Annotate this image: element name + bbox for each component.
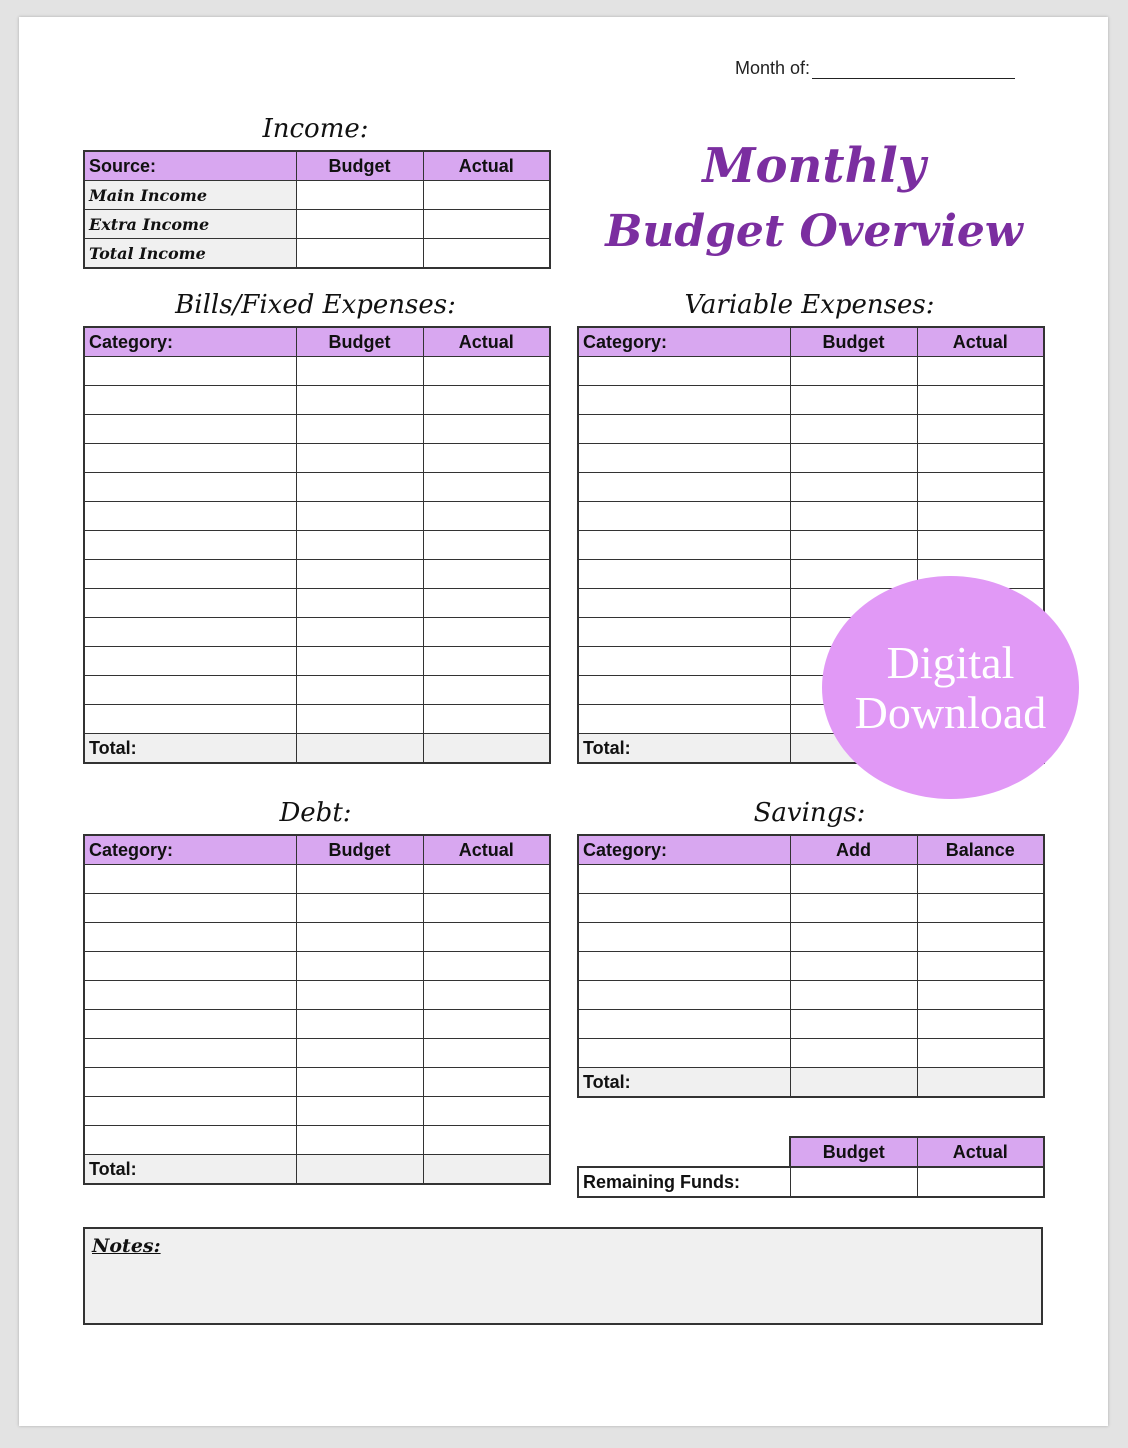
bills-cell[interactable] — [423, 444, 550, 473]
debt-cell[interactable] — [296, 1010, 423, 1039]
income-col-budget: Budget — [296, 151, 423, 181]
variable-col-budget: Budget — [790, 327, 917, 357]
savings-cell[interactable] — [917, 1039, 1044, 1068]
savings-cell[interactable] — [578, 952, 790, 981]
debt-cell[interactable] — [84, 894, 296, 923]
bills-cell[interactable] — [296, 415, 423, 444]
remaining-budget-cell[interactable] — [790, 1167, 917, 1197]
remaining-col-actual: Actual — [917, 1137, 1044, 1167]
debt-col-budget: Budget — [296, 835, 423, 865]
bills-cell[interactable] — [296, 676, 423, 705]
savings-heading: Savings: — [753, 798, 866, 828]
debt-row — [84, 952, 550, 981]
variable-cell[interactable] — [917, 502, 1044, 531]
variable-cell[interactable] — [917, 386, 1044, 415]
income-actual-cell[interactable] — [423, 239, 550, 269]
bills-cell[interactable] — [296, 473, 423, 502]
variable-cell[interactable] — [578, 386, 790, 415]
debt-cell[interactable] — [84, 952, 296, 981]
bills-row — [84, 647, 550, 676]
title-budget-overview: Budget Overview — [605, 206, 1023, 257]
variable-cell[interactable] — [578, 618, 790, 647]
debt-cell[interactable] — [423, 894, 550, 923]
bills-cell[interactable] — [423, 618, 550, 647]
savings-cell[interactable] — [578, 1039, 790, 1068]
debt-cell[interactable] — [423, 923, 550, 952]
savings-row — [578, 894, 1044, 923]
debt-cell[interactable] — [296, 1097, 423, 1126]
variable-row — [578, 415, 1044, 444]
bills-cell[interactable] — [84, 502, 296, 531]
variable-cell[interactable] — [790, 560, 917, 589]
bills-row — [84, 705, 550, 734]
debt-cell[interactable] — [84, 1010, 296, 1039]
month-of-label: Month of: — [735, 58, 811, 78]
debt-cell[interactable] — [423, 952, 550, 981]
savings-cell[interactable] — [790, 952, 917, 981]
debt-heading: Debt: — [279, 798, 352, 828]
savings-cell[interactable] — [917, 923, 1044, 952]
bills-cell[interactable] — [296, 531, 423, 560]
variable-row — [578, 357, 1044, 386]
savings-cell[interactable] — [917, 894, 1044, 923]
variable-cell[interactable] — [790, 386, 917, 415]
bills-row — [84, 618, 550, 647]
variable-col-actual: Actual — [917, 327, 1044, 357]
bills-cell[interactable] — [296, 589, 423, 618]
savings-row — [578, 1010, 1044, 1039]
debt-row — [84, 865, 550, 894]
variable-cell[interactable] — [917, 531, 1044, 560]
income-row-label: Main Income — [84, 181, 296, 210]
bills-cell[interactable] — [296, 444, 423, 473]
bills-cell[interactable] — [84, 618, 296, 647]
savings-col-add: Add — [790, 835, 917, 865]
variable-heading: Variable Expenses: — [684, 290, 935, 320]
bills-cell[interactable] — [84, 589, 296, 618]
savings-total-balance[interactable] — [917, 1068, 1044, 1098]
bills-cell[interactable] — [84, 386, 296, 415]
debt-row — [84, 1126, 550, 1155]
bills-cell[interactable] — [84, 444, 296, 473]
debt-col-category: Category: — [84, 835, 296, 865]
debt-cell[interactable] — [84, 923, 296, 952]
savings-row — [578, 981, 1044, 1010]
debt-cell[interactable] — [423, 981, 550, 1010]
debt-cell[interactable] — [296, 981, 423, 1010]
debt-cell[interactable] — [84, 1068, 296, 1097]
remaining-col-budget: Budget — [790, 1137, 917, 1167]
income-actual-cell[interactable] — [423, 181, 550, 210]
bills-cell[interactable] — [84, 647, 296, 676]
variable-cell[interactable] — [917, 415, 1044, 444]
debt-cell[interactable] — [296, 1068, 423, 1097]
notes-box[interactable] — [83, 1227, 1043, 1325]
variable-cell[interactable] — [917, 473, 1044, 502]
bills-cell[interactable] — [423, 560, 550, 589]
bills-cell[interactable] — [423, 531, 550, 560]
bills-cell[interactable] — [423, 502, 550, 531]
income-col-actual: Actual — [423, 151, 550, 181]
debt-total-label: Total: — [84, 1155, 296, 1185]
variable-col-category: Category: — [578, 327, 790, 357]
variable-cell[interactable] — [917, 357, 1044, 386]
variable-cell[interactable] — [790, 357, 917, 386]
savings-cell[interactable] — [578, 865, 790, 894]
remaining-funds-row — [577, 1166, 1045, 1198]
debt-cell[interactable] — [296, 1039, 423, 1068]
bills-cell[interactable] — [296, 560, 423, 589]
bills-cell[interactable] — [296, 502, 423, 531]
debt-row — [84, 981, 550, 1010]
variable-row — [578, 531, 1044, 560]
debt-total-actual[interactable] — [423, 1155, 550, 1185]
debt-cell[interactable] — [423, 1039, 550, 1068]
savings-row — [578, 865, 1044, 894]
bills-table — [83, 326, 551, 764]
debt-cell[interactable] — [423, 1126, 550, 1155]
bills-cell[interactable] — [296, 705, 423, 734]
month-of-field[interactable] — [735, 58, 1015, 79]
income-heading: Income: — [262, 114, 369, 144]
savings-cell[interactable] — [578, 1010, 790, 1039]
variable-cell[interactable] — [917, 444, 1044, 473]
variable-total-label: Total: — [578, 734, 790, 764]
debt-cell[interactable] — [296, 952, 423, 981]
bills-cell[interactable] — [296, 618, 423, 647]
variable-cell[interactable] — [790, 415, 917, 444]
debt-col-actual: Actual — [423, 835, 550, 865]
variable-cell[interactable] — [578, 647, 790, 676]
savings-col-balance: Balance — [917, 835, 1044, 865]
variable-cell[interactable] — [790, 502, 917, 531]
bills-row — [84, 502, 550, 531]
savings-total-label: Total: — [578, 1068, 790, 1098]
bills-total-budget[interactable] — [296, 734, 423, 764]
bills-row — [84, 473, 550, 502]
bills-cell[interactable] — [84, 357, 296, 386]
debt-row — [84, 923, 550, 952]
bills-cell[interactable] — [84, 560, 296, 589]
variable-row — [578, 473, 1044, 502]
debt-cell[interactable] — [84, 981, 296, 1010]
savings-total-add[interactable] — [790, 1068, 917, 1098]
bills-row — [84, 589, 550, 618]
savings-cell[interactable] — [917, 865, 1044, 894]
bills-row — [84, 444, 550, 473]
bills-col-category: Category: — [84, 327, 296, 357]
income-row-label: Total Income — [84, 239, 296, 269]
bills-cell[interactable] — [296, 386, 423, 415]
bills-heading: Bills/Fixed Expenses: — [175, 290, 456, 320]
bills-row — [84, 676, 550, 705]
bills-total-actual[interactable] — [423, 734, 550, 764]
savings-col-category: Category: — [578, 835, 790, 865]
debt-total-budget[interactable] — [296, 1155, 423, 1185]
bills-row — [84, 386, 550, 415]
variable-cell[interactable] — [578, 444, 790, 473]
savings-cell[interactable] — [917, 952, 1044, 981]
income-actual-cell[interactable] — [423, 210, 550, 239]
bills-cell[interactable] — [296, 357, 423, 386]
bills-cell[interactable] — [84, 415, 296, 444]
badge-line2: Download — [854, 686, 1047, 738]
variable-cell[interactable] — [790, 531, 917, 560]
income-budget-cell[interactable] — [296, 210, 423, 239]
variable-cell[interactable] — [578, 589, 790, 618]
savings-cell[interactable] — [917, 1010, 1044, 1039]
bills-cell[interactable] — [423, 386, 550, 415]
income-budget-cell[interactable] — [296, 181, 423, 210]
debt-cell[interactable] — [423, 865, 550, 894]
savings-cell[interactable] — [790, 865, 917, 894]
badge-line1: Digital — [886, 636, 1015, 688]
savings-cell[interactable] — [790, 894, 917, 923]
bills-cell[interactable] — [84, 531, 296, 560]
title-monthly: Monthly — [702, 138, 926, 194]
income-table — [83, 150, 551, 269]
savings-row — [578, 1039, 1044, 1068]
bills-row — [84, 560, 550, 589]
savings-table — [577, 834, 1045, 1098]
variable-cell[interactable] — [578, 531, 790, 560]
variable-cell[interactable] — [578, 705, 790, 734]
debt-cell[interactable] — [84, 865, 296, 894]
debt-cell[interactable] — [423, 1068, 550, 1097]
variable-cell[interactable] — [790, 444, 917, 473]
bills-cell[interactable] — [296, 647, 423, 676]
bills-cell[interactable] — [423, 705, 550, 734]
debt-row — [84, 894, 550, 923]
income-budget-cell[interactable] — [296, 239, 423, 269]
savings-row — [578, 923, 1044, 952]
bills-cell[interactable] — [423, 473, 550, 502]
debt-cell[interactable] — [296, 894, 423, 923]
variable-cell[interactable] — [790, 473, 917, 502]
bills-row — [84, 531, 550, 560]
savings-row — [578, 952, 1044, 981]
debt-cell[interactable] — [296, 865, 423, 894]
bills-cell[interactable] — [423, 676, 550, 705]
debt-cell[interactable] — [296, 1126, 423, 1155]
digital-download-badge — [822, 576, 1079, 799]
bills-row — [84, 415, 550, 444]
income-row-label: Extra Income — [84, 210, 296, 239]
bills-cell[interactable] — [423, 415, 550, 444]
notes-label: Notes: — [92, 1235, 161, 1257]
remaining-funds-label: Remaining Funds: — [578, 1167, 790, 1197]
income-col-source: Source: — [84, 151, 296, 181]
bills-col-actual: Actual — [423, 327, 550, 357]
variable-cell[interactable] — [578, 415, 790, 444]
variable-row — [578, 502, 1044, 531]
bills-cell[interactable] — [423, 589, 550, 618]
bills-cell[interactable] — [84, 676, 296, 705]
variable-cell[interactable] — [578, 676, 790, 705]
bills-cell[interactable] — [423, 357, 550, 386]
savings-cell[interactable] — [578, 894, 790, 923]
variable-cell[interactable] — [578, 357, 790, 386]
debt-cell[interactable] — [296, 923, 423, 952]
remaining-funds-header — [789, 1136, 1045, 1168]
bills-cell[interactable] — [84, 473, 296, 502]
savings-cell[interactable] — [790, 923, 917, 952]
variable-cell[interactable] — [578, 560, 790, 589]
variable-row — [578, 386, 1044, 415]
bills-cell[interactable] — [84, 705, 296, 734]
bills-total-label: Total: — [84, 734, 296, 764]
debt-cell[interactable] — [84, 1126, 296, 1155]
bills-cell[interactable] — [423, 647, 550, 676]
bills-col-budget: Budget — [296, 327, 423, 357]
debt-row — [84, 1039, 550, 1068]
savings-cell[interactable] — [917, 981, 1044, 1010]
month-of-line — [812, 62, 1015, 79]
debt-row — [84, 1097, 550, 1126]
debt-cell[interactable] — [423, 1010, 550, 1039]
debt-row — [84, 1068, 550, 1097]
savings-cell[interactable] — [790, 1010, 917, 1039]
variable-cell[interactable] — [578, 502, 790, 531]
savings-cell[interactable] — [790, 1039, 917, 1068]
remaining-actual-cell[interactable] — [917, 1167, 1044, 1197]
bills-row — [84, 357, 550, 386]
variable-row — [578, 444, 1044, 473]
savings-cell[interactable] — [578, 923, 790, 952]
savings-cell[interactable] — [790, 981, 917, 1010]
debt-cell[interactable] — [423, 1097, 550, 1126]
debt-cell[interactable] — [84, 1097, 296, 1126]
debt-table — [83, 834, 551, 1185]
debt-row — [84, 1010, 550, 1039]
variable-cell[interactable] — [578, 473, 790, 502]
savings-cell[interactable] — [578, 981, 790, 1010]
debt-cell[interactable] — [84, 1039, 296, 1068]
